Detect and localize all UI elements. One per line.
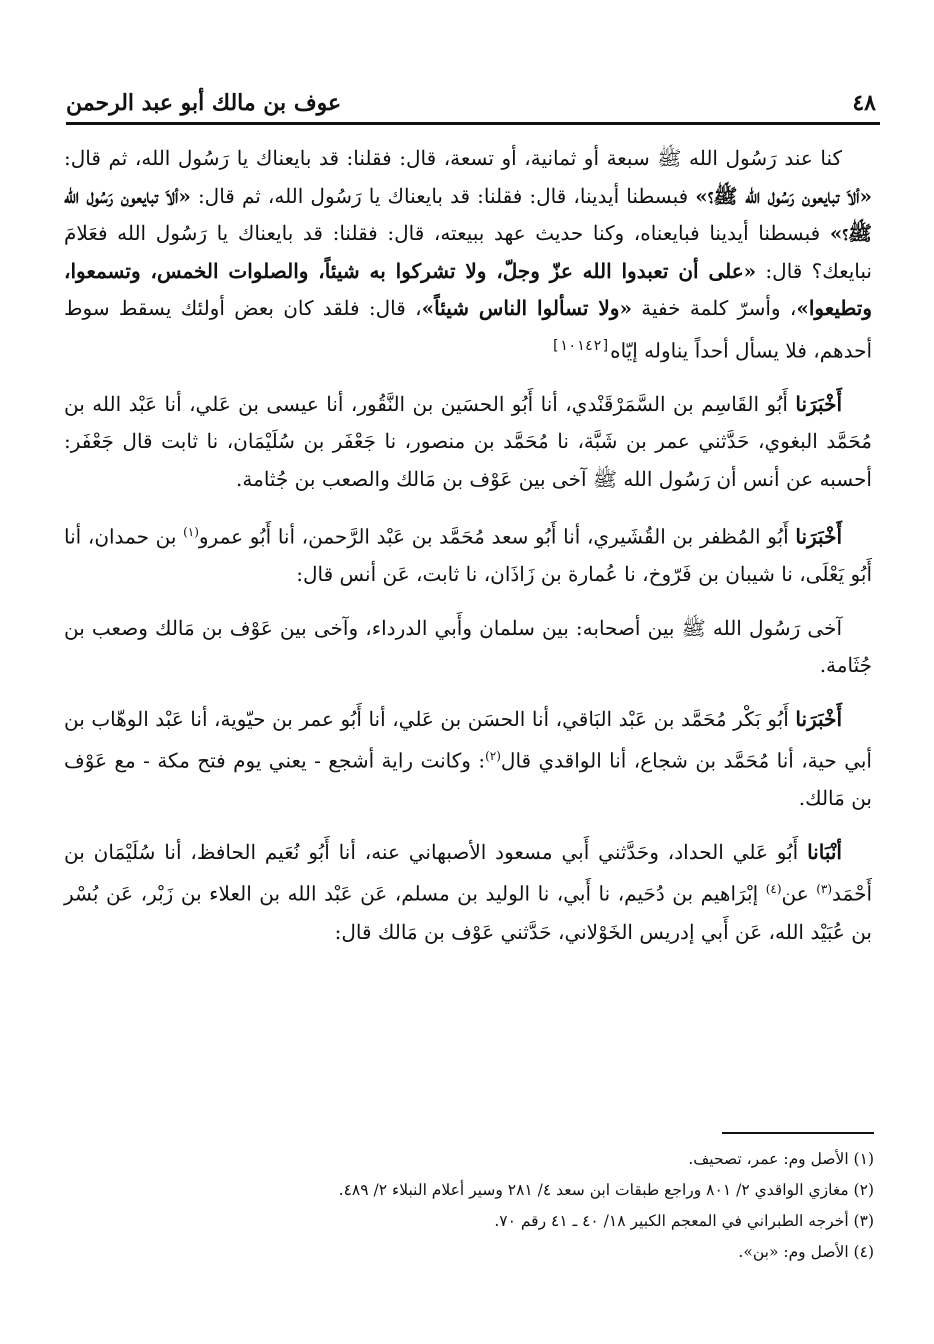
paragraph-5 bbox=[64, 701, 872, 818]
hadith-quote: «على أن تعبدوا الله عزّ وجلّ، ولا تشركوا به شيئاً، والصلوات الخمس، وتسمعوا، وتطيعوا» bbox=[64, 258, 873, 320]
text-run: عن bbox=[781, 882, 817, 907]
paragraph-1 bbox=[64, 140, 872, 370]
text-run: بن حمدان، أنا أَبُو يَعْلَى، نا شيبان بن فَرّوخ، نا عُمارة بن زَاذَان، نا ثابت، عَن أنس قال: bbox=[64, 524, 872, 587]
running-header bbox=[66, 80, 876, 116]
isnad-lead: أَخْبَرَنا bbox=[795, 524, 843, 549]
text-run: أَبُو عَلي الحداد، وحَدَّثني أَبي مسعود الأصبهاني عنه، أنا أَبُو نُعَيم الحافظ، أنا سُلَيْمَان بن أَحْمَد bbox=[64, 839, 873, 907]
footnote-2: (٢) مغازي الواقدي ٢/ ٨٠١ وراجع طبقات ابن سعد ٤/ ٢٨١ وسير أعلام النبلاء ٢/ ٤٨٩. bbox=[338, 1181, 874, 1199]
isnad-lead: أَخْبَرَنا bbox=[795, 706, 842, 731]
footnote-1: (١) الأصل وم: عمر، تصحيف. bbox=[688, 1150, 874, 1168]
text-run: ، وأسرّ كلمة خفية bbox=[631, 296, 797, 320]
text-run: فبسطنا أيدينا، قال: فقلنا: قد بايعناك يا رَسُول الله، ثم قال: bbox=[190, 183, 696, 208]
text-run: كنا عند رَسُول الله ﷺ سبعة أو ثمانية، أو تسعة، قال: فقلنا: قد بايعناك يا رَسُول الله، ثم قال: bbox=[64, 146, 843, 170]
main-text bbox=[64, 140, 872, 967]
footnote-marker[interactable]: (٣) bbox=[816, 882, 833, 897]
text-run: أَبُو القَاسِم بن السَّمَرْقَنْدي، أنا أَبُو الحسَين بن النَّقُور، أنا عيسى بن عَلي، أنا عَبْد الله بن مُحَمَّد البغوي، حَدَّثني عمر بن شَبَّة، نا مُحَمَّد بن منصور، نا جَعْفَر بن سُلَيْمَان، نا ثابت قال جَعْفَر: أحسبه عن أنس أن رَسُول الله ﷺ آخى بين عَوْف بن مَالك والصعب بن جُثامة. bbox=[64, 391, 872, 491]
page-number: ٤٨ bbox=[852, 90, 876, 116]
text-run: أَبُو بَكْر مُحَمَّد بن عَبْد البَاقي، أنا الحسَن بن عَلي، أنا أَبُو عمر بن حيّوية، أنا عَبْد الوهّاب بن أبي حية، أنا مُحَمَّد بن شجاع، أنا الواقدي قال bbox=[64, 706, 872, 773]
footnote-marker[interactable]: (١) bbox=[183, 525, 199, 540]
footnote-3: (٣) أخرجه الطبراني في المعجم الكبير ١٨/ ٤٠ ـ ٤١ رقم ٧٠. bbox=[494, 1212, 874, 1230]
text-run: آخى رَسُول الله ﷺ بين أصحابه: بين سلمان وأَبي الدرداء، وآخى بين عَوْف بن مَالك وصعب بن جُثَامة. bbox=[64, 615, 872, 678]
paragraph-6 bbox=[64, 834, 872, 951]
footnote-marker[interactable]: (٢) bbox=[485, 749, 501, 764]
footnote-4: (٤) الأصل وم: «بن». bbox=[738, 1243, 874, 1261]
paragraph-4 bbox=[64, 610, 872, 685]
text-run: فبسطنا أيدينا فبايعناه، وكنا حديث عهد ببيعته، قال: فقلنا: قد بايعناك يا رَسُول الله فعَلامَ نبايعك؟ قال: bbox=[64, 221, 872, 283]
footnote-rule bbox=[722, 1132, 874, 1134]
isnad-lead: أنْبَانا bbox=[807, 839, 842, 864]
header-rule bbox=[66, 122, 880, 125]
text-run: إبْرَاهيم بن دُحَيم، نا أَبي، نا الوليد بن مسلم، عَن عَبْد الله بن العلاء بن زَبْر، عَن بُسْر بن عُبَيْد الله، عَن أَبي إدريس الخَوْلاني، حَدَّثني عَوْف بن مَالك قال: bbox=[64, 882, 872, 944]
paragraph-3 bbox=[64, 514, 872, 594]
text-run: ، قال: فلقد كان بعض أولئك يسقط سوط أحدهم، فلا يسأل أحداً يناوله إيّاه bbox=[64, 296, 872, 363]
reference-number: [١٠١٤٢] bbox=[551, 337, 611, 354]
hadith-quote: «ألاَ تبايعون رَسُول الله ﷺ؟» bbox=[695, 183, 873, 208]
hadith-quote: «ولا تسألوا الناس شيئاً» bbox=[421, 296, 632, 320]
text-run: أَبُو المُظفر بن القُشَيري، أنا أَبُو سعد مُحَمَّد بن عَبْد الرَّحمن، أنا أَبُو عمرو bbox=[198, 524, 796, 549]
hadith-quote: «ألاَ تبايعون رَسُول الله ﷺ؟» bbox=[64, 183, 872, 245]
text-run: : وكانت راية أشجع - يعني يوم فتح مكة - مع عَوْف بن مَالك. bbox=[64, 748, 872, 811]
footnotes bbox=[240, 1144, 874, 1268]
footnote-marker[interactable]: (٤) bbox=[765, 882, 782, 897]
paragraph-2 bbox=[64, 386, 872, 499]
isnad-lead: أَخْبَرَنا bbox=[795, 391, 842, 416]
header-title: عوف بن مالك أبو عبد الرحمن bbox=[66, 90, 342, 116]
